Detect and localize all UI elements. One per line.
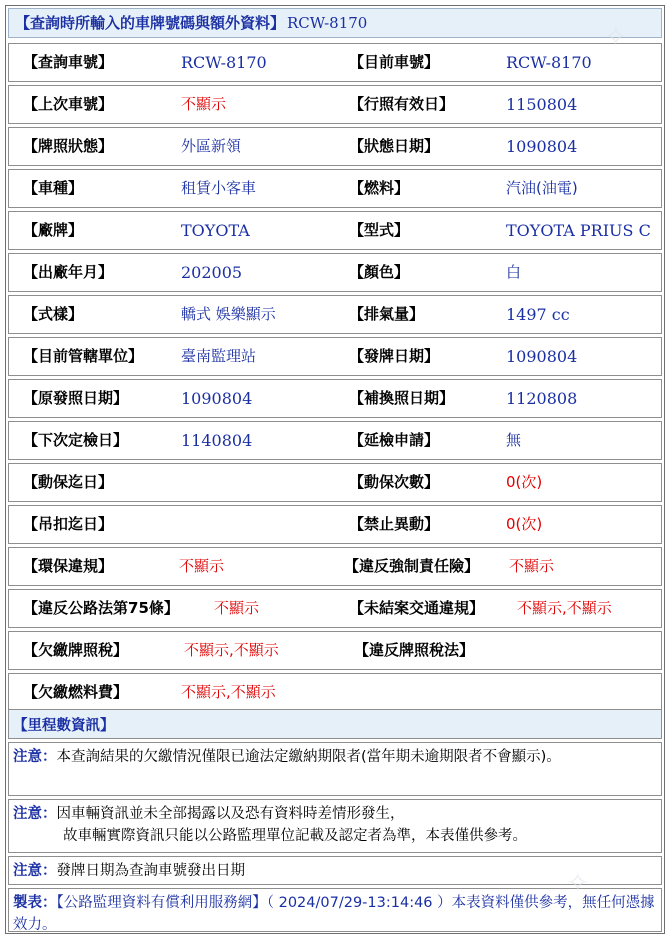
field-label: 【違反強制責任險】 bbox=[344, 557, 480, 575]
produced-by bbox=[8, 888, 662, 932]
note-1 bbox=[8, 742, 662, 796]
watermark-logo: ✧ bbox=[604, 20, 628, 53]
field-label: 【車種】 bbox=[23, 179, 84, 197]
note-2-head: 注意： bbox=[13, 806, 57, 822]
field-value: 1497 cc bbox=[506, 305, 570, 324]
field-label: 【下次定檢日】 bbox=[23, 431, 129, 449]
table-row bbox=[8, 253, 662, 292]
field-label: 【目前管轄單位】 bbox=[23, 347, 144, 365]
field-value: 0(次) bbox=[506, 515, 543, 533]
field-label: 【違反公路法第75條】 bbox=[23, 599, 179, 617]
field-value: RCW-8170 bbox=[181, 53, 267, 72]
field-label: 【行照有效日】 bbox=[349, 95, 455, 113]
mileage-section bbox=[8, 709, 662, 739]
field-value: 租賃小客車 bbox=[181, 179, 257, 197]
vehicle-info-panel bbox=[5, 5, 665, 934]
field-value: 不顯示 bbox=[509, 557, 555, 575]
field-value: 汽油(油電) bbox=[506, 179, 578, 197]
field-value: TOYOTA bbox=[181, 221, 250, 240]
table-row bbox=[8, 547, 662, 586]
field-label: 【查詢車號】 bbox=[23, 53, 114, 71]
table-row bbox=[8, 673, 662, 712]
note-2 bbox=[8, 799, 662, 853]
field-label: 【環保違規】 bbox=[23, 557, 114, 575]
field-label: 【未結案交通違規】 bbox=[349, 599, 485, 617]
field-value: 1140804 bbox=[181, 431, 253, 450]
field-label: 【欠繳燃料費】 bbox=[23, 683, 129, 701]
table-row bbox=[8, 631, 662, 670]
field-label: 【發牌日期】 bbox=[349, 347, 440, 365]
field-label: 【牌照狀態】 bbox=[23, 137, 114, 155]
field-value: 1120808 bbox=[506, 389, 578, 408]
field-value: 不顯示,不顯示 bbox=[184, 641, 279, 659]
table-row bbox=[8, 421, 662, 460]
field-label: 【欠繳牌照稅】 bbox=[23, 641, 129, 659]
title-plate: RCW-8170 bbox=[287, 14, 368, 32]
field-label: 【狀態日期】 bbox=[349, 137, 440, 155]
field-value: 1090804 bbox=[506, 137, 578, 156]
table-row bbox=[8, 379, 662, 418]
title-label: 【查詢時所輸入的車牌號碼與額外資料】 bbox=[15, 14, 286, 32]
produced-by-head: 製表： bbox=[13, 895, 57, 911]
field-label: 【型式】 bbox=[349, 221, 410, 239]
note-3 bbox=[8, 856, 662, 885]
table-row bbox=[8, 169, 662, 208]
field-label: 【吊扣迄日】 bbox=[23, 515, 114, 533]
note-1-text: 本查詢結果的欠繳情況僅限已逾法定繳納期限者(當年期未逾期限者不會顯示)。 bbox=[56, 749, 561, 765]
table-row bbox=[8, 43, 662, 82]
field-value: TOYOTA PRIUS C bbox=[506, 221, 651, 240]
note-1-head: 注意： bbox=[13, 749, 57, 765]
field-value: 不顯示 bbox=[214, 599, 260, 617]
note-3-text: 發牌日期為查詢車號發出日期 bbox=[56, 863, 245, 879]
field-label: 【目前車號】 bbox=[349, 53, 440, 71]
table-row bbox=[8, 463, 662, 502]
field-value: 1090804 bbox=[181, 389, 253, 408]
field-value: 不顯示 bbox=[179, 557, 225, 575]
field-label: 【廠牌】 bbox=[23, 221, 84, 239]
field-value: 白 bbox=[506, 263, 522, 281]
field-value: 不顯示,不顯示 bbox=[517, 599, 612, 617]
field-label: 【排氣量】 bbox=[349, 305, 425, 323]
produced-by-text: 【公路監理資料有償利用服務網】（ 2024/07/29-13:14:46 ）本表資料僅供參考，無任何憑據效力。 bbox=[13, 895, 655, 933]
table-row bbox=[8, 505, 662, 544]
field-value: 不顯示 bbox=[181, 95, 227, 113]
field-value: 不顯示,不顯示 bbox=[181, 683, 276, 701]
table-row bbox=[8, 127, 662, 166]
watermark-logo-bottom: ✧ bbox=[566, 866, 590, 899]
field-value: 轎式 娛樂顯示 bbox=[181, 305, 276, 323]
table-row bbox=[8, 589, 662, 628]
field-label: 【禁止異動】 bbox=[349, 515, 440, 533]
field-value: 0(次) bbox=[506, 473, 543, 491]
field-label: 【原發照日期】 bbox=[23, 389, 129, 407]
field-label: 【上次車號】 bbox=[23, 95, 114, 113]
field-value: 202005 bbox=[181, 263, 243, 282]
field-label: 【動保次數】 bbox=[349, 473, 440, 491]
table-row bbox=[8, 295, 662, 334]
field-label: 【違反牌照稅法】 bbox=[354, 641, 475, 659]
note-2-line1: 因車輛資訊並未全部揭露以及恐有資料時差情形發生， bbox=[56, 806, 405, 822]
field-value: RCW-8170 bbox=[506, 53, 592, 72]
page-title bbox=[8, 8, 662, 38]
field-value: 臺南監理站 bbox=[181, 347, 257, 365]
field-label: 【延檢申請】 bbox=[349, 431, 440, 449]
note-2-line2: 故車輛實際資訊只能以公路監理單位記載及認定者為準，本表僅供參考。 bbox=[63, 828, 527, 844]
field-label: 【式樣】 bbox=[23, 305, 84, 323]
field-label: 【出廠年月】 bbox=[23, 263, 114, 281]
table-row bbox=[8, 85, 662, 124]
field-label: 【動保迄日】 bbox=[23, 473, 114, 491]
note-3-head: 注意： bbox=[13, 863, 57, 879]
table-row bbox=[8, 337, 662, 376]
mileage-title: 【里程數資訊】 bbox=[13, 718, 115, 734]
field-value: 1150804 bbox=[506, 95, 578, 114]
table-row bbox=[8, 211, 662, 250]
field-label: 【顏色】 bbox=[349, 263, 410, 281]
field-value: 無 bbox=[506, 431, 522, 449]
field-label: 【補換照日期】 bbox=[349, 389, 455, 407]
field-value: 外區新領 bbox=[181, 137, 242, 155]
field-value: 1090804 bbox=[506, 347, 578, 366]
field-label: 【燃料】 bbox=[349, 179, 410, 197]
